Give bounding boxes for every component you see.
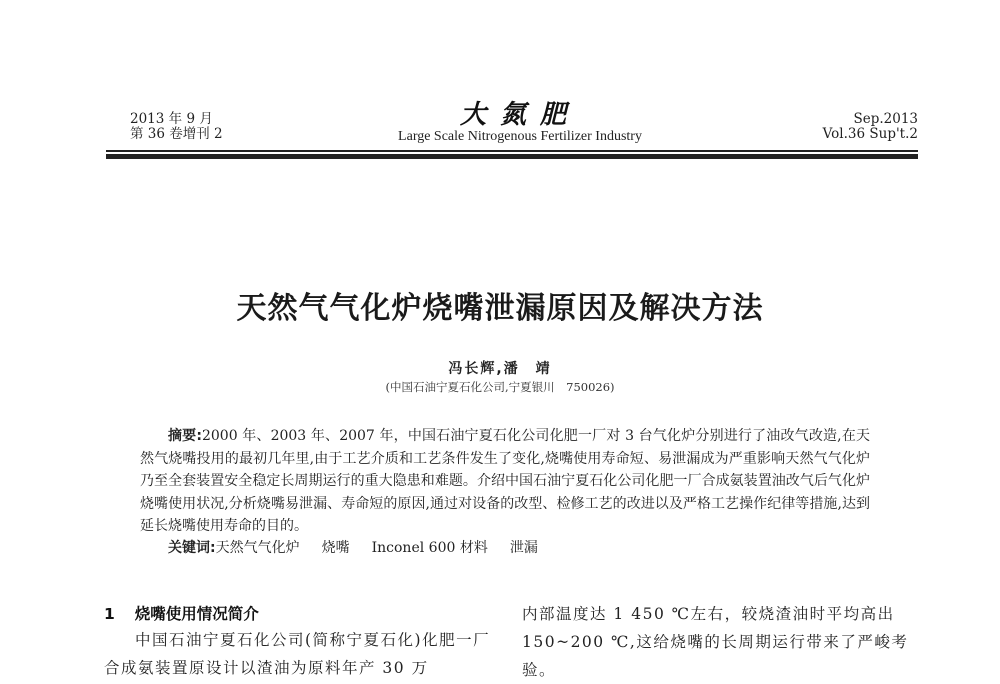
issue-date: 2013 年 9 月 — [130, 111, 213, 127]
journal-masthead — [330, 100, 710, 144]
keywords — [168, 537, 560, 557]
volume-issue-en: Vol.36 Sup't.2 — [822, 126, 918, 142]
keyword: Inconel 600 材料 — [371, 540, 488, 556]
body-column-right — [522, 600, 918, 684]
author-affiliation: (中国石油宁夏石化公司,宁夏银川 750026) — [385, 380, 615, 394]
header-rule-thin — [106, 150, 918, 152]
body-paragraph: 中国石油宁夏石化公司(简称宁夏石化)化肥一厂合成氨装置原设计以渣油为原料年产 30 万 — [104, 631, 491, 677]
body-column-left — [104, 626, 500, 682]
journal-logo: 大氮肥 — [459, 100, 580, 130]
abstract — [140, 425, 870, 538]
article-title: 天然气气化炉烧嘴泄漏原因及解决方法 — [236, 291, 764, 326]
volume-issue: 第 36 卷增刊 2 — [130, 126, 223, 142]
keywords-label: 关键词: — [168, 540, 216, 556]
keyword: 泄漏 — [509, 540, 538, 556]
abstract-text: 2000 年、2003 年、2007 年，中国石油宁夏石化公司化肥一厂对 3 台气化炉分别进行了油改气改造,在天然气烧嘴投用的最初几年里,由于工艺介质和工艺条件发生了变化,烧嘴使用寿命短、易泄漏成为严重影响天然气气化炉乃至全套装置安全稳定长周期运行的重大隐患和难题。介绍中国石油宁夏石化公司化肥一厂合成氨装置油改气后气化炉烧嘴使用状况,分析烧嘴易泄漏、寿命短的原因,通过对设备的改型、检修工艺的改进以及严格工艺操作纪律等措施,达到延长烧嘴使用寿命的目的。 — [140, 428, 870, 534]
section-number: 1 — [104, 605, 115, 623]
header-rule-thick — [106, 154, 918, 159]
journal-english-name: Large Scale Nitrogenous Fertilizer Industry — [398, 129, 642, 144]
keyword: 天然气气化炉 — [215, 540, 300, 556]
issue-info-english — [823, 112, 918, 142]
article-authors: 冯长辉,潘 靖 — [448, 361, 552, 377]
section-title: 烧嘴使用情况简介 — [134, 605, 259, 623]
keyword: 烧嘴 — [321, 540, 350, 556]
issue-date-block — [130, 112, 223, 142]
abstract-label: 摘要: — [168, 428, 202, 444]
issue-date-en: Sep.2013 — [853, 111, 918, 127]
body-paragraph: 内部温度达 1 450 ℃左右，较烧渣油时平均高出 150~200 ℃,这给烧嘴的长周期运行带来了严峻考验。 — [522, 605, 909, 679]
section-heading — [104, 602, 259, 624]
